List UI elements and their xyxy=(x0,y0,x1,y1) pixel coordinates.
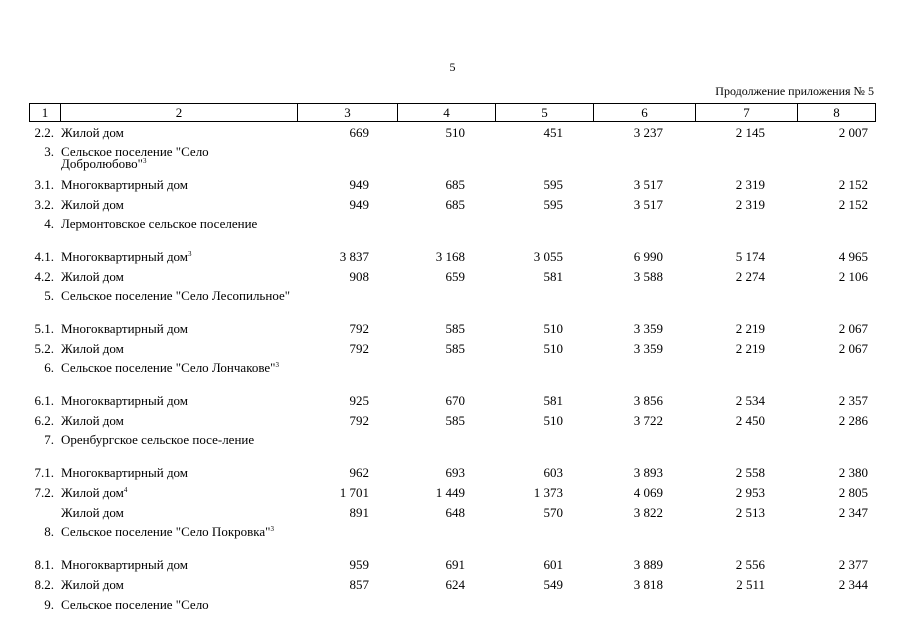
row-name xyxy=(60,578,297,598)
row-number: 6. xyxy=(44,360,54,375)
value-cell xyxy=(593,526,695,558)
row-name xyxy=(60,290,297,322)
value-cell: 2 953 xyxy=(735,485,765,500)
row-name-text: Многоквартирный дом xyxy=(61,321,189,336)
value-cell: 693 xyxy=(445,465,465,480)
row-name-text: Жилой дом xyxy=(61,485,124,500)
value-cell: 510 xyxy=(445,125,465,140)
table-row xyxy=(29,598,875,618)
value-cell: 891 xyxy=(349,505,369,520)
value-cell: 2 219 xyxy=(735,321,765,336)
value-cell xyxy=(593,146,695,178)
value-cell: 2 513 xyxy=(735,505,765,520)
value-cell: 2 344 xyxy=(838,577,868,592)
value-cell: 792 xyxy=(349,341,369,356)
table-row xyxy=(29,434,875,466)
row-name xyxy=(60,270,297,290)
row-name-text: Лермонтовское сельское поселение xyxy=(61,216,258,231)
value-cell: 3 818 xyxy=(633,577,663,592)
value-cell: 6 990 xyxy=(633,249,663,264)
row-name xyxy=(60,394,297,414)
value-cell: 792 xyxy=(349,413,369,428)
value-cell: 648 xyxy=(445,505,465,520)
value-cell: 5 174 xyxy=(735,249,765,264)
footnote-marker: 3 xyxy=(275,361,279,369)
table-row xyxy=(29,526,875,558)
value-cell xyxy=(397,290,495,322)
row-number: 6.2. xyxy=(34,413,54,428)
row-name-text: Сельское поселение "Село Лесопильное" xyxy=(61,288,291,303)
row-name-text: Многоквартирный дом xyxy=(61,177,189,192)
value-cell xyxy=(297,434,397,466)
table-row xyxy=(29,506,875,526)
table-row xyxy=(29,466,875,486)
value-cell xyxy=(397,218,495,250)
row-number: 5.1. xyxy=(34,321,54,336)
value-cell: 685 xyxy=(445,197,465,212)
value-cell xyxy=(797,146,875,178)
row-name xyxy=(60,126,297,146)
value-cell: 792 xyxy=(349,321,369,336)
value-cell: 2 534 xyxy=(735,393,765,408)
value-cell: 2 274 xyxy=(735,269,765,284)
value-cell: 3 893 xyxy=(633,465,663,480)
value-cell: 1 373 xyxy=(533,485,563,500)
row-number: 4. xyxy=(44,216,54,231)
value-cell xyxy=(695,598,797,618)
header-cell: 1 xyxy=(30,104,61,122)
value-cell: 2 319 xyxy=(735,197,765,212)
table-row xyxy=(29,198,875,218)
value-cell xyxy=(397,598,495,618)
row-name-text: Многоквартирный дом xyxy=(61,557,189,572)
value-cell: 601 xyxy=(543,557,563,572)
value-cell xyxy=(495,146,593,178)
row-name xyxy=(60,178,297,198)
row-name xyxy=(60,342,297,362)
row-name-text: Многоквартирный дом xyxy=(61,249,189,264)
footnote-marker: 4 xyxy=(123,486,128,494)
value-cell: 669 xyxy=(349,125,369,140)
row-number: 7.2. xyxy=(34,485,54,500)
footnote-marker: 3 xyxy=(142,157,147,165)
header-cell: 4 xyxy=(398,104,496,122)
row-name xyxy=(60,218,297,250)
value-cell xyxy=(297,362,397,394)
table-row xyxy=(29,250,875,270)
row-name-text: Жилой дом xyxy=(61,197,124,212)
value-cell: 581 xyxy=(543,269,563,284)
row-name xyxy=(60,322,297,342)
value-cell: 962 xyxy=(349,465,369,480)
value-cell: 949 xyxy=(349,197,369,212)
value-cell xyxy=(297,290,397,322)
row-number: 8.1. xyxy=(34,557,54,572)
row-name-text: Жилой дом xyxy=(61,125,124,140)
row-name xyxy=(60,198,297,218)
value-cell: 603 xyxy=(543,465,563,480)
value-cell xyxy=(297,146,397,178)
value-cell xyxy=(593,598,695,618)
value-cell: 3 837 xyxy=(339,249,369,264)
value-cell: 857 xyxy=(349,577,369,592)
header-cell: 7 xyxy=(696,104,798,122)
value-cell xyxy=(797,598,875,618)
value-cell xyxy=(593,362,695,394)
value-cell xyxy=(695,146,797,178)
value-cell: 908 xyxy=(349,269,369,284)
value-cell xyxy=(397,146,495,178)
value-cell: 3 517 xyxy=(633,197,663,212)
footnote-marker: 3 xyxy=(270,525,274,533)
value-cell: 2 377 xyxy=(838,557,868,572)
row-number: 8. xyxy=(44,524,54,539)
value-cell: 2 347 xyxy=(838,505,868,520)
value-cell: 2 380 xyxy=(838,465,868,480)
value-cell: 1 701 xyxy=(339,485,369,500)
value-cell: 2 152 xyxy=(838,177,868,192)
row-number: 8.2. xyxy=(34,577,54,592)
value-cell xyxy=(397,362,495,394)
value-cell: 1 449 xyxy=(435,485,465,500)
value-cell: 595 xyxy=(543,177,563,192)
value-cell: 2 556 xyxy=(735,557,765,572)
table-row xyxy=(29,178,875,198)
row-name xyxy=(60,414,297,434)
table-row xyxy=(29,322,875,342)
row-number: 3. xyxy=(44,144,54,159)
row-number: 3.1. xyxy=(34,177,54,192)
table-row xyxy=(29,558,875,578)
value-cell: 2 067 xyxy=(838,341,868,356)
value-cell xyxy=(297,598,397,618)
row-number: 7. xyxy=(44,432,54,447)
value-cell xyxy=(797,362,875,394)
row-number: 9. xyxy=(44,597,54,612)
value-cell: 959 xyxy=(349,557,369,572)
table-row xyxy=(29,290,875,322)
value-cell: 949 xyxy=(349,177,369,192)
value-cell: 4 965 xyxy=(838,249,868,264)
row-name-text: Жилой дом xyxy=(61,413,124,428)
row-name-text: Сельское поселение "Село Добролюбово" xyxy=(61,144,209,171)
value-cell xyxy=(797,290,875,322)
row-name xyxy=(60,486,297,506)
table-row xyxy=(29,486,875,506)
table-row xyxy=(29,146,875,178)
row-number: 2.2. xyxy=(34,125,54,140)
row-name-text: Сельское поселение "Село Лончакове" xyxy=(61,360,276,375)
value-cell: 685 xyxy=(445,177,465,192)
table-row xyxy=(29,218,875,250)
value-cell: 2 007 xyxy=(838,125,868,140)
value-cell xyxy=(695,526,797,558)
value-cell: 570 xyxy=(543,505,563,520)
row-number: 5. xyxy=(44,288,54,303)
table-row xyxy=(29,394,875,414)
row-name-text: Многоквартирный дом xyxy=(61,393,189,408)
row-number: 4.2. xyxy=(34,269,54,284)
value-cell: 3 822 xyxy=(633,505,663,520)
row-name xyxy=(60,598,297,618)
header-cell: 6 xyxy=(594,104,696,122)
row-number: 6.1. xyxy=(34,393,54,408)
value-cell: 3 237 xyxy=(633,125,663,140)
row-number: 4.1. xyxy=(34,249,54,264)
value-cell: 3 055 xyxy=(533,249,563,264)
value-cell: 691 xyxy=(445,557,465,572)
table-row xyxy=(29,578,875,598)
row-name xyxy=(60,434,297,466)
row-name-text: Жилой дом xyxy=(61,505,124,520)
row-name xyxy=(60,466,297,486)
value-cell: 581 xyxy=(543,393,563,408)
value-cell xyxy=(495,290,593,322)
value-cell: 4 069 xyxy=(633,485,663,500)
table-row xyxy=(29,126,875,146)
row-name xyxy=(60,506,297,526)
value-cell: 510 xyxy=(543,321,563,336)
value-cell: 549 xyxy=(543,577,563,592)
value-cell xyxy=(397,434,495,466)
row-name-text: Оренбургское сельское посе-ление xyxy=(61,432,255,447)
value-cell: 2 450 xyxy=(735,413,765,428)
value-cell: 595 xyxy=(543,197,563,212)
row-name-text: Многоквартирный дом xyxy=(61,465,189,480)
value-cell: 2 145 xyxy=(735,125,765,140)
value-cell xyxy=(695,362,797,394)
value-cell: 2 805 xyxy=(838,485,868,500)
row-name-text: Жилой дом xyxy=(61,269,124,284)
value-cell: 3 588 xyxy=(633,269,663,284)
value-cell xyxy=(495,598,593,618)
row-name-text: Жилой дом xyxy=(61,577,124,592)
value-cell xyxy=(695,434,797,466)
value-cell: 2 558 xyxy=(735,465,765,480)
value-cell: 2 219 xyxy=(735,341,765,356)
header-cell: 2 xyxy=(61,104,298,122)
row-name-text: Сельское поселение "Село xyxy=(61,597,209,612)
value-cell xyxy=(797,434,875,466)
row-name xyxy=(60,250,297,270)
value-cell xyxy=(297,526,397,558)
footnote-marker: 3 xyxy=(188,250,192,258)
header-cell: 5 xyxy=(496,104,594,122)
table-row xyxy=(29,414,875,434)
value-cell xyxy=(495,526,593,558)
value-cell: 585 xyxy=(445,413,465,428)
value-cell xyxy=(593,434,695,466)
value-cell: 510 xyxy=(543,341,563,356)
header-cell: 8 xyxy=(798,104,876,122)
table-row xyxy=(29,342,875,362)
value-cell xyxy=(397,526,495,558)
table-row xyxy=(29,362,875,394)
page-number: 5 xyxy=(449,60,456,74)
value-cell xyxy=(495,362,593,394)
row-name-text: Сельское поселение "Село Покровка" xyxy=(61,524,271,539)
value-cell: 2 319 xyxy=(735,177,765,192)
value-cell: 3 856 xyxy=(633,393,663,408)
row-number: 3.2. xyxy=(34,197,54,212)
value-cell: 3 359 xyxy=(633,321,663,336)
value-cell: 451 xyxy=(543,125,563,140)
value-cell: 925 xyxy=(349,393,369,408)
row-name xyxy=(60,146,297,178)
table-row xyxy=(29,270,875,290)
value-cell: 3 517 xyxy=(633,177,663,192)
row-number xyxy=(29,506,60,526)
value-cell: 2 286 xyxy=(838,413,868,428)
row-name xyxy=(60,362,297,394)
row-number: 5.2. xyxy=(34,341,54,356)
value-cell: 624 xyxy=(445,577,465,592)
table-body xyxy=(29,126,875,618)
row-name xyxy=(60,526,297,558)
value-cell: 2 511 xyxy=(736,577,765,592)
value-cell xyxy=(797,218,875,250)
header-cell: 3 xyxy=(298,104,398,122)
value-cell: 659 xyxy=(445,269,465,284)
value-cell xyxy=(695,218,797,250)
value-cell: 585 xyxy=(445,341,465,356)
value-cell: 3 722 xyxy=(633,413,663,428)
value-cell: 2 357 xyxy=(838,393,868,408)
value-cell: 2 106 xyxy=(838,269,868,284)
header-row xyxy=(30,104,876,122)
row-number: 7.1. xyxy=(34,465,54,480)
value-cell: 670 xyxy=(445,393,465,408)
row-name xyxy=(60,558,297,578)
value-cell xyxy=(297,218,397,250)
value-cell: 3 359 xyxy=(633,341,663,356)
value-cell xyxy=(593,218,695,250)
value-cell: 510 xyxy=(543,413,563,428)
value-cell: 585 xyxy=(445,321,465,336)
value-cell xyxy=(797,526,875,558)
value-cell: 3 168 xyxy=(435,249,465,264)
value-cell: 2 152 xyxy=(838,197,868,212)
value-cell xyxy=(593,290,695,322)
value-cell: 2 067 xyxy=(838,321,868,336)
value-cell xyxy=(495,218,593,250)
row-name-text: Жилой дом xyxy=(61,341,124,356)
value-cell xyxy=(695,290,797,322)
continuation-note: Продолжение приложения № 5 xyxy=(715,84,874,98)
value-cell: 3 889 xyxy=(633,557,663,572)
column-header-table xyxy=(29,103,876,122)
value-cell xyxy=(495,434,593,466)
